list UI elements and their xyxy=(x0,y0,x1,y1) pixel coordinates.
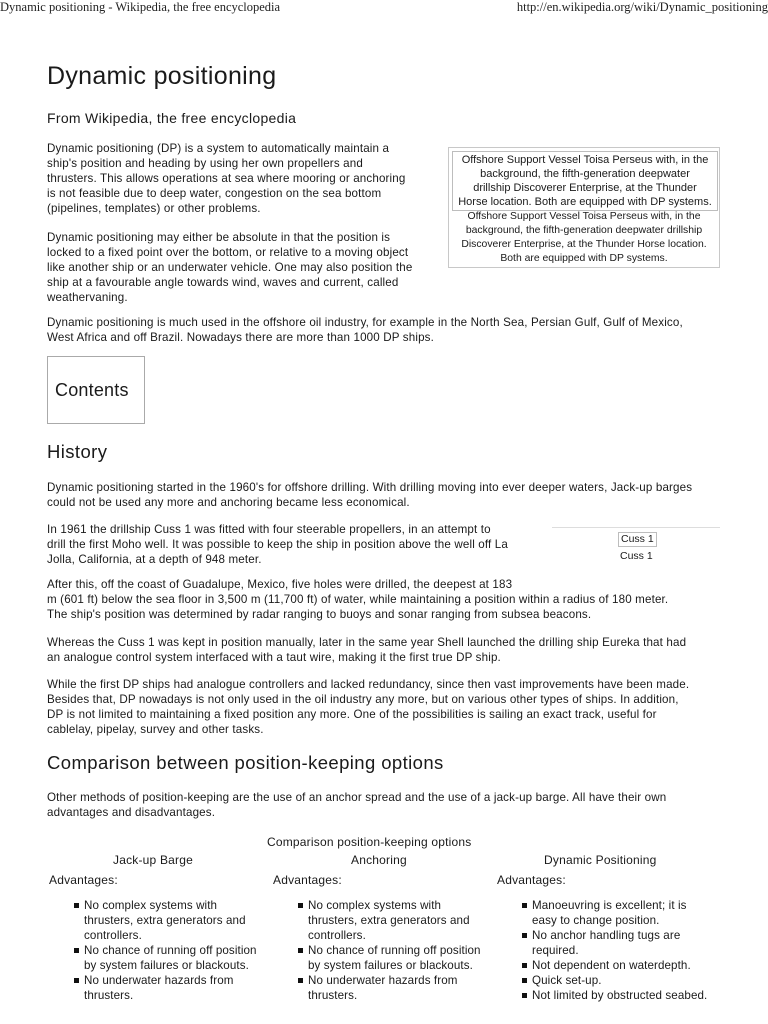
advantages-list-jackup xyxy=(49,898,274,1003)
intro-paragraph-2 xyxy=(47,230,442,305)
text-line: West Africa and off Brazil. Nowadays there are more than 1000 DP ships. xyxy=(47,331,434,344)
list-item-line: Quick set-up. xyxy=(532,974,602,987)
list-item xyxy=(273,898,498,943)
image-infobox xyxy=(448,147,720,268)
text-line: Dynamic positioning may either be absolute in that the position is xyxy=(47,231,391,244)
text-line: ship at a favourable angle towards wind, waves and current, called xyxy=(47,276,399,289)
text-line: Both are equipped with DP systems. xyxy=(500,253,668,264)
comparison-paragraph xyxy=(47,790,737,820)
text-line: weathervaning. xyxy=(47,291,128,304)
text-line: could not be used any more and anchoring became less economical. xyxy=(47,496,410,509)
page-subtitle: From Wikipedia, the free encyclopedia xyxy=(47,110,297,126)
list-item xyxy=(273,973,498,1003)
advantages-label-jackup: Advantages: xyxy=(49,873,118,887)
list-item-line: by system failures or blackouts. xyxy=(84,959,249,972)
cuss-1-thumbnail xyxy=(552,527,720,568)
text-line: Dynamic positioning started in the 1960's for offshore drilling. With drilling moving into ever deeper waters, Jack-up barges xyxy=(47,481,693,494)
list-item-line: No chance of running off position xyxy=(308,944,481,957)
list-item-line: Manoeuvring is excellent; it is xyxy=(532,899,687,912)
text-line: locked to a fixed point over the bottom, or relative to a moving object xyxy=(47,246,409,259)
list-item-line: required. xyxy=(532,944,579,957)
list-item xyxy=(497,928,727,958)
text-line: Other methods of position-keeping are the use of an anchor spread and the use of a jack-up barge. All have their own xyxy=(47,791,667,804)
list-item-line: No chance of running off position xyxy=(84,944,257,957)
text-line: drill the first Moho well. It was possible to keep the ship in position above the well off La xyxy=(47,538,508,551)
list-item-line: thrusters, extra generators and xyxy=(84,914,246,927)
page-title: Dynamic positioning xyxy=(47,62,277,90)
cuss-1-image-link[interactable]: Cuss 1 xyxy=(618,532,657,547)
text-line: After this, off the coast of Guadalupe, Mexico, five holes were drilled, the deepest at 183 xyxy=(47,578,513,591)
text-line: Jolla, California, at a depth of 948 meter. xyxy=(47,553,262,566)
cuss-1-caption: Cuss 1 xyxy=(620,550,653,562)
text-line: background, the fifth-generation deepwater xyxy=(480,168,690,180)
list-item-line: controllers. xyxy=(84,929,142,942)
advantages-list-anchoring xyxy=(273,898,498,1003)
list-item-line: controllers. xyxy=(308,929,366,942)
advantages-label-dp: Advantages: xyxy=(497,873,566,887)
text-line: like another ship or an underwater vehicle. One may also position the xyxy=(47,261,413,274)
text-line: Dynamic positioning is much used in the offshore oil industry, for example in the North Sea, Persian Gulf, Gulf of Mexico, xyxy=(47,316,683,329)
column-head-anchoring: Anchoring xyxy=(351,853,407,867)
history-paragraph-3 xyxy=(47,577,737,622)
text-line: Besides that, DP nowadays is not only used in the oil industry any more, but on various other types of ships. In addition, xyxy=(47,693,679,706)
text-line: (pipelines, templates) or other problems. xyxy=(47,202,261,215)
text-line: DP is not limited to maintaining a fixed position any more. One of the possibilities is sailing an exact track, useful for xyxy=(47,708,657,721)
text-line: Whereas the Cuss 1 was kept in position manually, later in the same year Shell launched the drilling ship Eureka that had xyxy=(47,636,687,649)
list-item xyxy=(49,973,274,1003)
text-line: Offshore Support Vessel Toisa Perseus with, in the xyxy=(467,211,701,222)
list-item-line: thrusters. xyxy=(308,989,358,1002)
list-item-line: Not limited by obstructed seabed. xyxy=(532,989,708,1002)
comparison-table-caption: Comparison position-keeping options xyxy=(267,835,472,849)
text-line: The ship's position was determined by radar ranging to buoys and sonar ranging from subsea beacons. xyxy=(47,608,592,621)
table-of-contents[interactable] xyxy=(47,356,145,424)
comparison-heading: Comparison between position-keeping options xyxy=(47,752,444,773)
column-head-dp: Dynamic Positioning xyxy=(544,853,657,867)
list-item-line: Not dependent on waterdepth. xyxy=(532,959,691,972)
list-item xyxy=(497,973,727,988)
column-head-jackup: Jack-up Barge xyxy=(113,853,193,867)
text-line: Horse location. Both are equipped with DP systems. xyxy=(458,196,712,208)
list-item-line: by system failures or blackouts. xyxy=(308,959,473,972)
intro-paragraph-3 xyxy=(47,315,737,345)
text-line: thrusters. This allows operations at sea where mooring or anchoring xyxy=(47,172,406,185)
text-line: Offshore Support Vessel Toisa Perseus with, in the xyxy=(461,154,709,166)
list-item xyxy=(497,988,727,1003)
advantages-label-anchoring: Advantages: xyxy=(273,873,342,887)
text-line: advantages and disadvantages. xyxy=(47,806,216,819)
list-item xyxy=(49,943,274,973)
list-item-line: thrusters. xyxy=(84,989,134,1002)
advantages-list-dp xyxy=(497,898,727,1003)
text-line: While the first DP ships had analogue controllers and lacked redundancy, since then vast improvements have been made. xyxy=(47,678,690,691)
list-item-line: No complex systems with xyxy=(308,899,442,912)
history-heading: History xyxy=(47,441,108,462)
list-item-line: No complex systems with xyxy=(84,899,218,912)
history-paragraph-4 xyxy=(47,635,737,665)
print-header-url: http://en.wikipedia.org/wiki/Dynamic_positioning xyxy=(516,0,768,14)
text-line: Dynamic positioning (DP) is a system to automatically maintain a xyxy=(47,142,390,155)
history-paragraph-5 xyxy=(47,677,737,737)
text-line: cablelay, pipelay, survey and other tasks. xyxy=(47,723,264,736)
list-item xyxy=(273,943,498,973)
intro-paragraph-1 xyxy=(47,141,437,216)
list-item-line: No underwater hazards from xyxy=(308,974,458,987)
history-paragraph-1 xyxy=(47,480,737,510)
image-caption xyxy=(453,210,715,266)
text-line: is not feasible due to deep water, congestion on the sea bottom xyxy=(47,187,382,200)
text-line: ship's position and heading by using her own propellers and xyxy=(47,157,363,170)
text-line: Discoverer Enterprise, at the Thunder Horse location. xyxy=(461,239,707,250)
text-line: background, the fifth-generation deepwater drillship xyxy=(465,225,703,236)
list-item xyxy=(497,898,727,928)
text-line: m (601 ft) below the sea floor in 3,500 m (11,700 ft) of water, while maintaining a position within a radius of 180 meter. xyxy=(47,593,669,606)
history-paragraph-2 xyxy=(47,522,547,567)
list-item-line: thrusters, extra generators and xyxy=(308,914,470,927)
text-line: an analogue control system interfaced with a taut wire, making it the first true DP ship. xyxy=(47,651,501,664)
list-item-line: No anchor handling tugs are xyxy=(532,929,681,942)
list-item-line: easy to change position. xyxy=(532,914,660,927)
image-link[interactable] xyxy=(452,151,718,211)
text-line: drillship Discoverer Enterprise, at the Thunder xyxy=(473,182,697,194)
list-item xyxy=(49,898,274,943)
list-item-line: No underwater hazards from xyxy=(84,974,234,987)
contents-label: Contents xyxy=(55,380,129,400)
text-line: In 1961 the drillship Cuss 1 was fitted with four steerable propellers, in an attempt to xyxy=(47,523,491,536)
list-item xyxy=(497,958,727,973)
print-header-title: Dynamic positioning - Wikipedia, the free encyclopedia xyxy=(0,0,281,14)
